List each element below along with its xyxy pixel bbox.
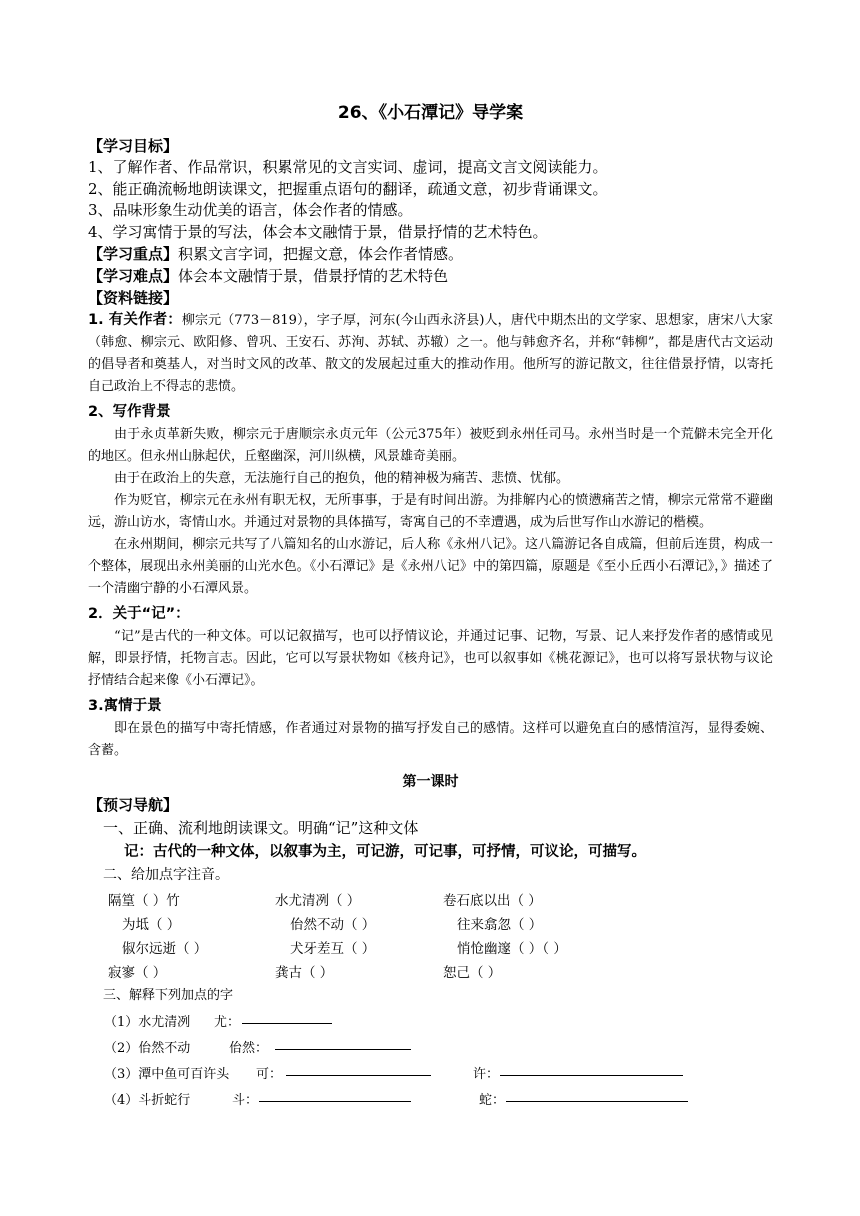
background-paragraph: 由于在政治上的失意，无法施行自己的抱负，他的精神极为痛苦、悲愤、忧郁。 bbox=[114, 471, 570, 486]
background-paragraph: 在永州期间，柳宗元共写了八篇知名的山水游记，后人称《永州八记》。这八篇游记各自成篇，但前后连贯，构成一个整体，展现出永州美丽的山光水色。《小石潭记》是《永州八记》中的第四篇，原题是《至小丘西小石潭记》，》描述了一个清幽宁静的小石潭风景。 bbox=[88, 537, 773, 596]
lesson-heading: 第一课时 bbox=[402, 774, 459, 790]
materials-heading: 【资料链接】 bbox=[88, 289, 179, 307]
pinyin-item[interactable]: 恕己（ ） bbox=[443, 965, 502, 981]
answer-blank[interactable] bbox=[275, 1035, 411, 1050]
pinyin-item[interactable]: 犬牙差互（ ） bbox=[290, 941, 376, 957]
difficulty-line bbox=[88, 265, 773, 287]
preview-item-2: 二、给加点字注音。 bbox=[103, 867, 229, 883]
objective-item: 4、学习寓情于景的写法，体会本文融情于景，借景抒情的艺术特色。 bbox=[88, 222, 548, 241]
about-ji-paragraph: “记”是古代的一种文体。可以记叙描写，也可以抒情议论，并通过记事、记物，写景、记人来抒发作者的感情或见解，即景抒情，托物言志。因此，它可以写景状物如《核舟记》，也可以叙事如《桃花源记》，也可以将写景状物与议论抒情结合起来像《小石潭记》。 bbox=[88, 629, 773, 688]
definition-row bbox=[88, 1033, 773, 1059]
page-title: 26、《小石潭记》导学案 bbox=[337, 103, 524, 123]
pinyin-item[interactable]: 隔篁（ ）竹 bbox=[108, 893, 180, 909]
definition-label: 佁然： bbox=[229, 1041, 269, 1056]
definition-row bbox=[88, 1007, 773, 1033]
definition-phrase: （2）佁然不动 bbox=[104, 1041, 191, 1056]
emotion-heading: 3.寓情于景 bbox=[88, 698, 162, 714]
definition-row bbox=[88, 1085, 773, 1111]
background-paragraph: 作为贬官，柳宗元在永州有职无权，无所事事，于是有时间出游。为排解内心的愤懑痛苦之情，柳宗元常常不避幽远，游山访水，寄情山水。并通过对景物的具体描写，寄寓自己的不幸遭遇，成为后世写作山水游记的楷模。 bbox=[88, 493, 773, 530]
difficulty-text: 体会本文融情于景，借景抒情的艺术特色 bbox=[178, 267, 449, 285]
answer-blank[interactable] bbox=[286, 1061, 431, 1076]
definition-label: 许： bbox=[473, 1067, 500, 1082]
answer-blank[interactable] bbox=[500, 1061, 683, 1076]
definition-label: 蛇： bbox=[479, 1093, 506, 1108]
definition-phrase: （1）水尤清冽 bbox=[104, 1015, 191, 1030]
author-paragraph bbox=[88, 309, 773, 398]
pinyin-item[interactable]: 悄怆幽邃（ ）（ ） bbox=[457, 941, 567, 957]
preview-item-1: 一、正确、流利地朗读课文。明确“记”这种文体 bbox=[103, 819, 419, 837]
focus-heading: 【学习重点】 bbox=[88, 245, 179, 263]
pinyin-item[interactable]: 龚古（ ） bbox=[275, 965, 334, 981]
answer-blank[interactable] bbox=[242, 1009, 332, 1024]
pinyin-item[interactable]: 佁然不动（ ） bbox=[290, 917, 376, 933]
author-text: 柳宗元（773－819），字子厚，河东(今山西永济县)人，唐代中期杰出的文学家、思想家，唐宋八大家（韩愈、柳宗元、欧阳修、曾巩、王安石、苏洵、苏轼、苏辙）之一。他与韩愈齐名，并称“韩柳”，都是唐代古文运动的倡导者和奠基人，对当时文风的改革、散文的发展起过重大的推动作用。他所写的游记散文，往往借景抒情，以寄托自己政治上不得志的悲愤。 bbox=[88, 313, 773, 394]
objective-item: 2、能正确流畅地朗读课文，把握重点语句的翻译，疏通文意，初步背诵课文。 bbox=[88, 179, 608, 198]
pinyin-item[interactable]: 往来翕忽（ ） bbox=[457, 917, 543, 933]
pinyin-item[interactable]: 为坻（ ） bbox=[122, 917, 181, 933]
definition-phrase: （4）斗折蛇行 bbox=[104, 1093, 191, 1108]
pinyin-item[interactable]: 水尤清冽（ ） bbox=[275, 893, 361, 909]
ji-definition: 记：古代的一种文体，以叙事为主，可记游，可记事，可抒情，可议论，可描写。 bbox=[124, 844, 646, 860]
definition-label: 可： bbox=[256, 1067, 283, 1082]
definition-phrase: （3）潭中鱼可百许头 bbox=[104, 1067, 230, 1082]
objective-item: 3、品味形象生动优美的语言，体会作者的情感。 bbox=[88, 201, 413, 219]
difficulty-heading: 【学习难点】 bbox=[88, 267, 179, 285]
preview-heading: 【预习导航】 bbox=[88, 796, 179, 814]
definition-row bbox=[88, 1059, 773, 1085]
answer-blank[interactable] bbox=[259, 1087, 411, 1102]
definition-label: 斗： bbox=[232, 1093, 259, 1108]
about-ji-heading: 2．关于“记”： bbox=[88, 606, 190, 622]
document-page bbox=[88, 100, 773, 1111]
pinyin-item[interactable]: 俶尔远逝（ ） bbox=[122, 941, 208, 957]
focus-line bbox=[88, 243, 773, 265]
objective-item: 1、了解作者、作品常识，积累常见的文言实词、虚词，提高文言文阅读能力。 bbox=[88, 158, 608, 176]
pinyin-item[interactable]: 卷石底以出（ ） bbox=[443, 893, 542, 909]
pinyin-item[interactable]: 寂寥（ ） bbox=[108, 965, 167, 981]
preview-item-3: 三、解释下列加点的字 bbox=[103, 988, 234, 1003]
objectives-heading: 【学习目标】 bbox=[88, 137, 179, 155]
definition-label: 尤： bbox=[214, 1015, 241, 1030]
background-paragraph: 由于永贞革新失败，柳宗元于唐顺宗永贞元年（公元375年）被贬到永州任司马。永州当时是一个荒僻未完全开化的地区。但永州山脉起伏，丘壑幽深，河川纵横，风景雄奇美丽。 bbox=[88, 427, 773, 464]
pinyin-grid bbox=[88, 887, 773, 983]
emotion-paragraph: 即在景色的描写中寄托情感，作者通过对景物的描写抒发自己的感情。这样可以避免直白的感情渲泻，显得委婉、含蓄。 bbox=[88, 721, 773, 758]
focus-text: 积累文言字词，把握文意，体会作者情感。 bbox=[178, 245, 464, 263]
answer-blank[interactable] bbox=[506, 1087, 688, 1102]
author-label: 1. 有关作者： bbox=[88, 312, 182, 328]
background-heading: 2、写作背景 bbox=[88, 404, 171, 420]
